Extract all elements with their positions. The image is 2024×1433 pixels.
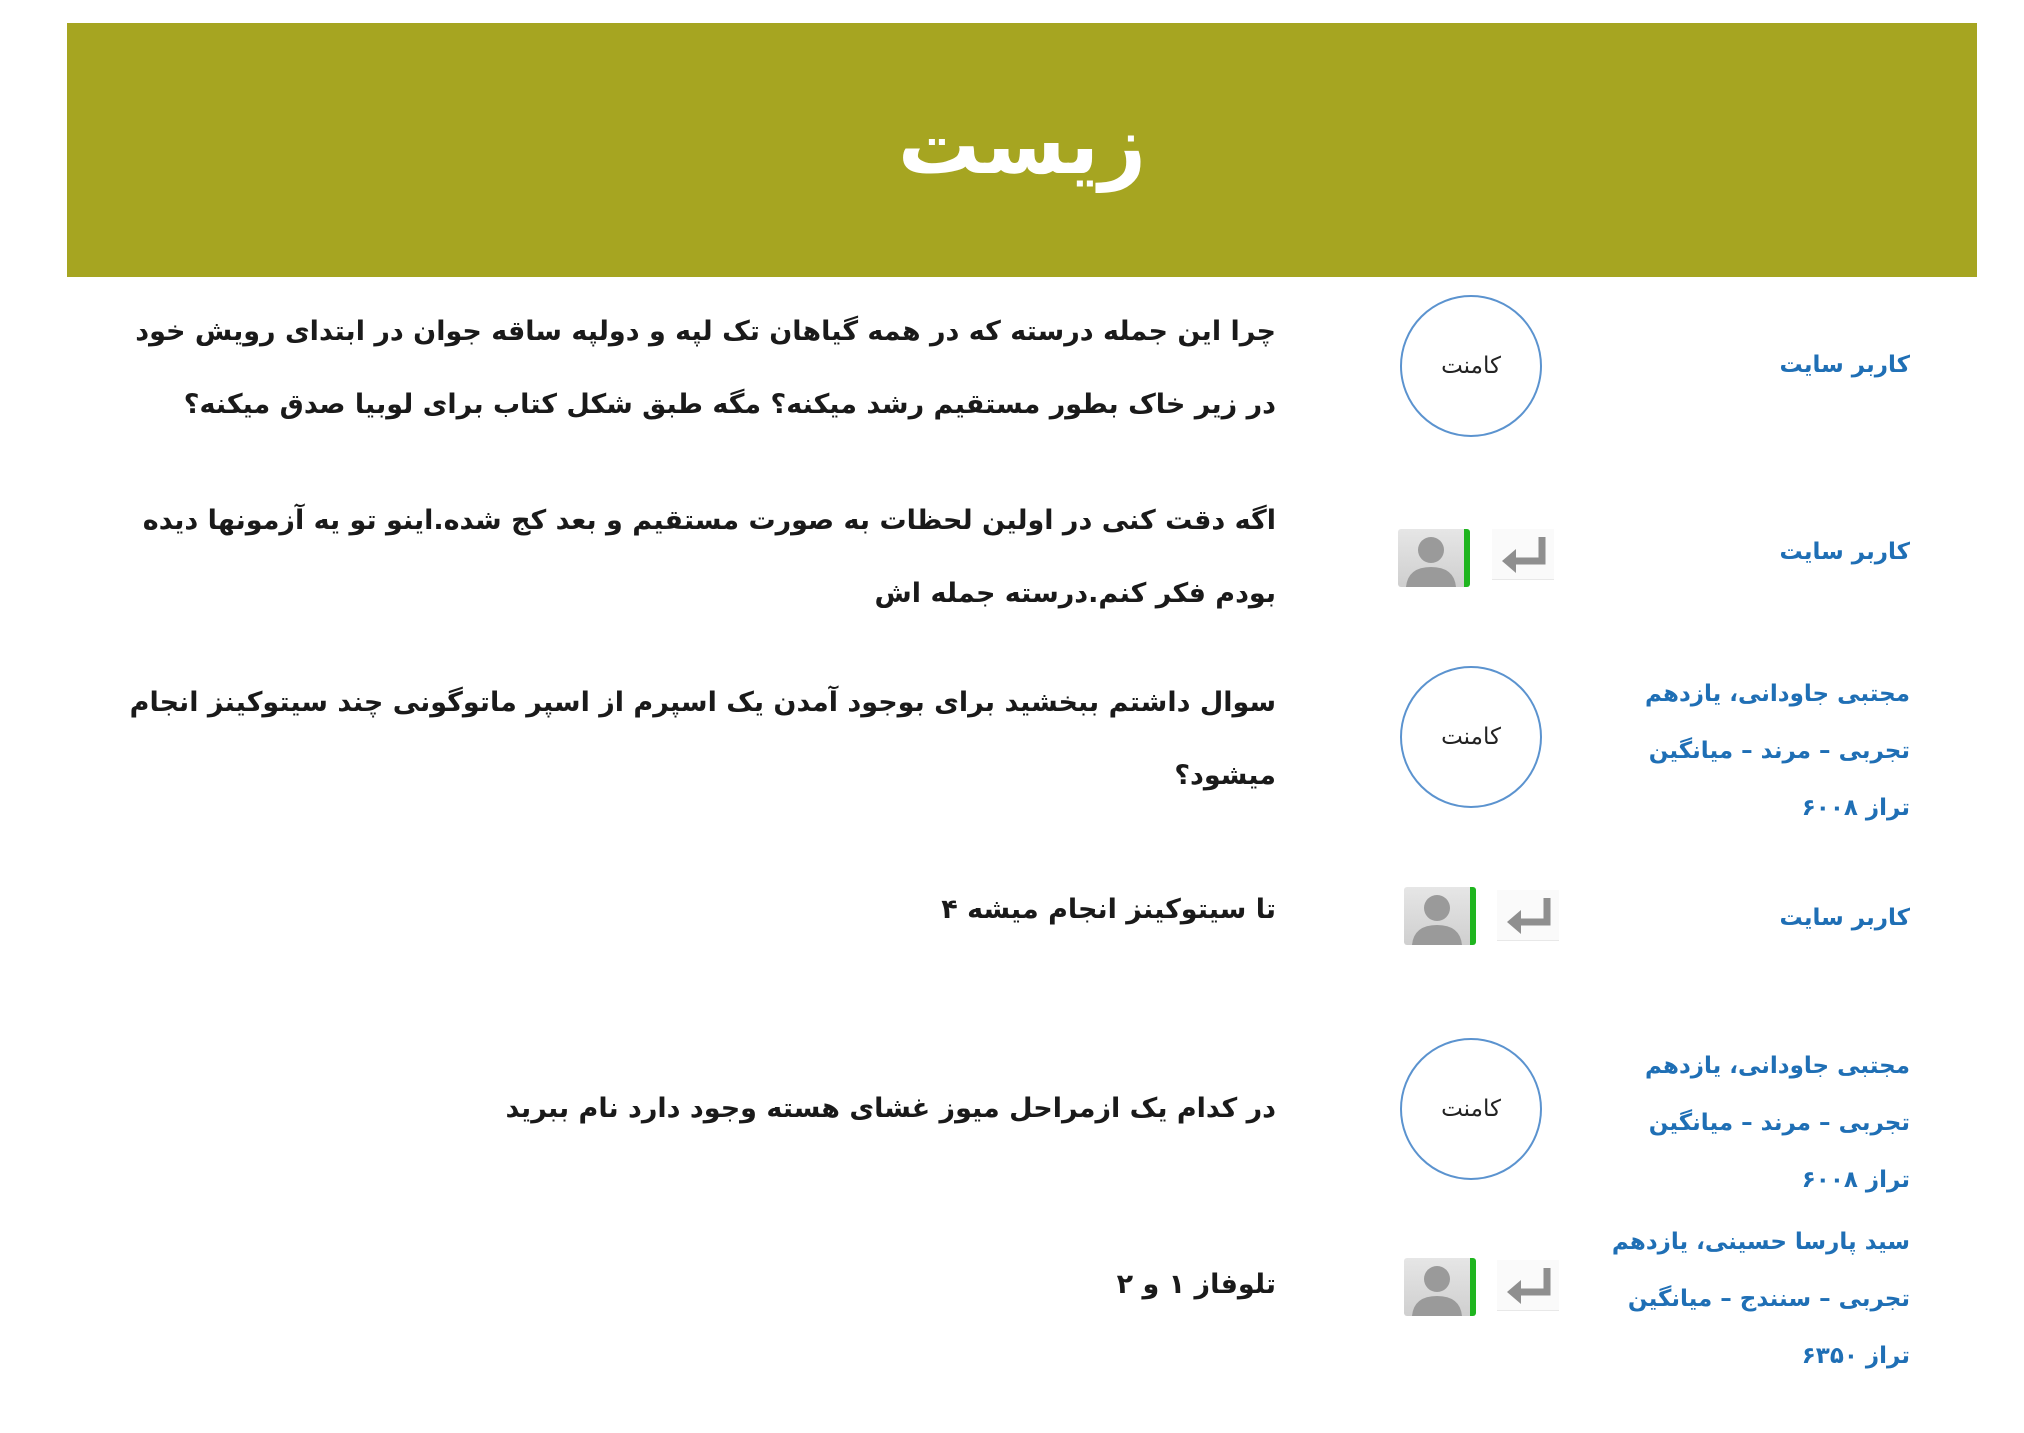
reply-text: اگه دقت کنی در اولین لحظات به صورت مستقیم و بعد کج شده.اینو تو یه آزمونها دیده بودم فکر کنم.درسته جمله اش (142, 505, 1276, 609)
reply-arrow-icon (1497, 1260, 1559, 1311)
page-header (67, 23, 1977, 277)
author-details: تجربی – مرند – میانگین (1648, 738, 1910, 764)
user-avatar-icon (1404, 1258, 1476, 1316)
author-name[interactable]: مجتبی جاودانی، یازدهم (1644, 681, 1910, 707)
author-info (1580, 524, 1910, 581)
reply-text: تا سیتوکینز انجام میشه ۴ (941, 894, 1276, 925)
author-details: تجربی – سنندج – میانگین (1627, 1286, 1910, 1312)
author-score: تراز ۶۰۰۸ (1801, 795, 1910, 821)
reply-text: تلوفاز ۱ و ۲ (1116, 1269, 1276, 1300)
comment-button[interactable]: کامنت (1400, 295, 1542, 437)
author-score: تراز ۶۳۵۰ (1801, 1343, 1910, 1369)
author-details: تجربی – مرند – میانگین (1648, 1110, 1910, 1136)
reply-arrow-icon (1492, 529, 1554, 580)
user-avatar-icon (1404, 887, 1476, 945)
comment-button[interactable]: کامنت (1400, 1038, 1542, 1180)
question-text: چرا این جمله درسته که در همه گیاهان تک لپه و دولپه ساقه جوان در ابتدای رویش خود در زیر خاک بطور مستقیم رشد میکنه؟ مگه طبق شکل کتاب برای لوبیا صدق میکنه؟ (135, 316, 1276, 420)
author-name[interactable]: کاربر سایت (1779, 905, 1910, 931)
user-avatar-icon (1398, 529, 1470, 587)
author-name[interactable]: سید پارسا حسینی، یازدهم (1611, 1229, 1910, 1255)
question-text: سوال داشتم ببخشید برای بوجود آمدن یک اسپرم از اسپر ماتوگونی چند سیتوکینز انجام میشود؟ (129, 687, 1276, 791)
page-title: زیست (897, 98, 1147, 193)
author-name[interactable]: کاربر سایت (1779, 539, 1910, 565)
author-info (1580, 666, 1910, 837)
question-text: در کدام یک ازمراحل میوز غشای هسته وجود دارد نام ببرید (505, 1093, 1276, 1124)
author-name[interactable]: کاربر سایت (1779, 352, 1910, 378)
author-info (1580, 890, 1910, 947)
comment-button[interactable]: کامنت (1400, 666, 1542, 808)
author-name[interactable]: مجتبی جاودانی، یازدهم (1644, 1053, 1910, 1079)
author-info (1580, 1214, 1910, 1385)
author-info (1580, 1038, 1910, 1209)
author-score: تراز ۶۰۰۸ (1801, 1167, 1910, 1193)
author-info (1580, 337, 1910, 394)
reply-arrow-icon (1497, 890, 1559, 941)
